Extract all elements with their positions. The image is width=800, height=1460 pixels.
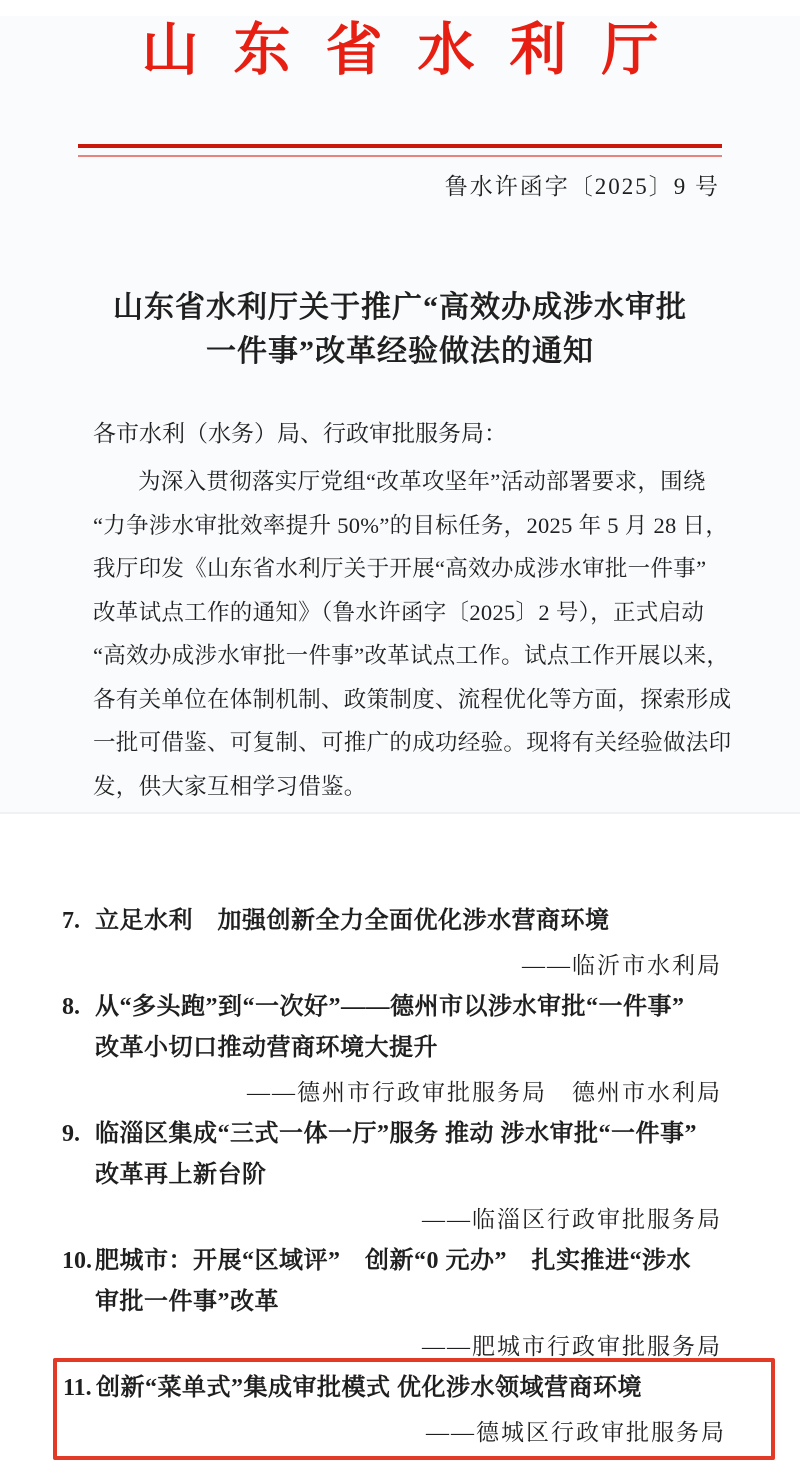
para-line: “高效办成涉水审批一件事”改革试点工作。试点工作开展以来， [93, 643, 730, 668]
item-title-row [63, 1368, 771, 1409]
experience-list [0, 901, 800, 1460]
document-number: 鲁水许函字〔2025〕9 号 [444, 174, 720, 199]
letterhead-rule-thick [78, 144, 722, 148]
para-line: 各有关单位在体制机制、政策制度、流程优化等方面，探索形成 [93, 686, 732, 712]
item-number: 8. [62, 994, 80, 1020]
item-attribution: ——德城区行政审批服务局 [426, 1420, 726, 1445]
item-number: 11. [63, 1375, 92, 1401]
item-title-line: 改革小切口推动营商环境大提升 [95, 1035, 438, 1061]
para-line: 一批可借鉴、可复制、可推广的成功经验。现将有关经验做法印 [93, 730, 732, 755]
item-title [96, 1368, 771, 1409]
body-paragraph [93, 460, 730, 808]
item-title-line: 从“多头跑”到“一次好”——德州市以涉水审批“一件事” [95, 994, 685, 1020]
item-title-row [62, 987, 800, 1069]
para-line: 改革试点工作的通知》（鲁水许函字〔2025〕2 号），正式启动 [93, 599, 705, 625]
item-number: 7. [62, 908, 80, 934]
para-line: “力争涉水审批效率提升 50%”的目标任务，2025 年 5 月 28 日， [93, 512, 729, 538]
item-number: 10. [62, 1248, 92, 1274]
item-title [95, 1241, 800, 1323]
item-attribution: ——德州市行政审批服务局 德州市水利局 [247, 1080, 722, 1105]
title-line: 山东省水利厅关于推广“高效办成涉水审批 [113, 291, 687, 324]
para-line: 发，供大家互相学习借鉴。 [93, 773, 367, 799]
list-item [62, 987, 800, 1113]
item-title-line: 肥城市：开展“区域评” 创新“0 元办” 扎实推进“涉水 [95, 1248, 691, 1274]
para-line: 我厅印发《山东省水利厅关于开展“高效办成涉水审批一件事” [93, 556, 707, 581]
item-attribution: ——肥城市行政审批服务局 [422, 1334, 722, 1359]
item-number: 9. [62, 1121, 80, 1147]
item-title [95, 901, 800, 942]
item-title-line: 创新“菜单式”集成审批模式 优化涉水领域营商环境 [96, 1375, 642, 1401]
list-item [62, 1114, 800, 1240]
item-title-line: 立足水利 加强创新全力全面优化涉水营商环境 [95, 908, 610, 934]
item-title [95, 1114, 800, 1196]
item-title-row [62, 1114, 800, 1196]
item-attribution: ——临淄区行政审批服务局 [422, 1207, 722, 1232]
highlight-box [53, 1358, 775, 1460]
title-line: 一件事”改革经验做法的通知 [206, 335, 594, 368]
page-one-letterhead [0, 16, 800, 814]
list-item [62, 901, 800, 986]
notice-title [0, 286, 800, 374]
item-title-row [62, 901, 800, 942]
para-line: 为深入贯彻落实厅党组“改革攻坚年”活动部署要求，围绕 [138, 469, 706, 494]
item-title [95, 987, 800, 1069]
item-title-line: 审批一件事”改革 [95, 1289, 279, 1315]
salutation: 各市水利（水务）局、行政审批服务局： [93, 421, 507, 446]
list-item [63, 1368, 771, 1453]
scanned-notice-document [0, 16, 800, 1452]
item-attribution: ——临沂市水利局 [522, 953, 722, 978]
letterhead-rule-thin [78, 155, 722, 157]
item-title-row [62, 1241, 800, 1323]
item-title-line: 改革再上新台阶 [95, 1162, 267, 1188]
list-item [62, 1241, 800, 1367]
item-title-line: 临淄区集成“三式一体一厅”服务 推动 涉水审批“一件事” [95, 1121, 697, 1147]
agency-title: 山东省水利厅 [141, 19, 694, 82]
